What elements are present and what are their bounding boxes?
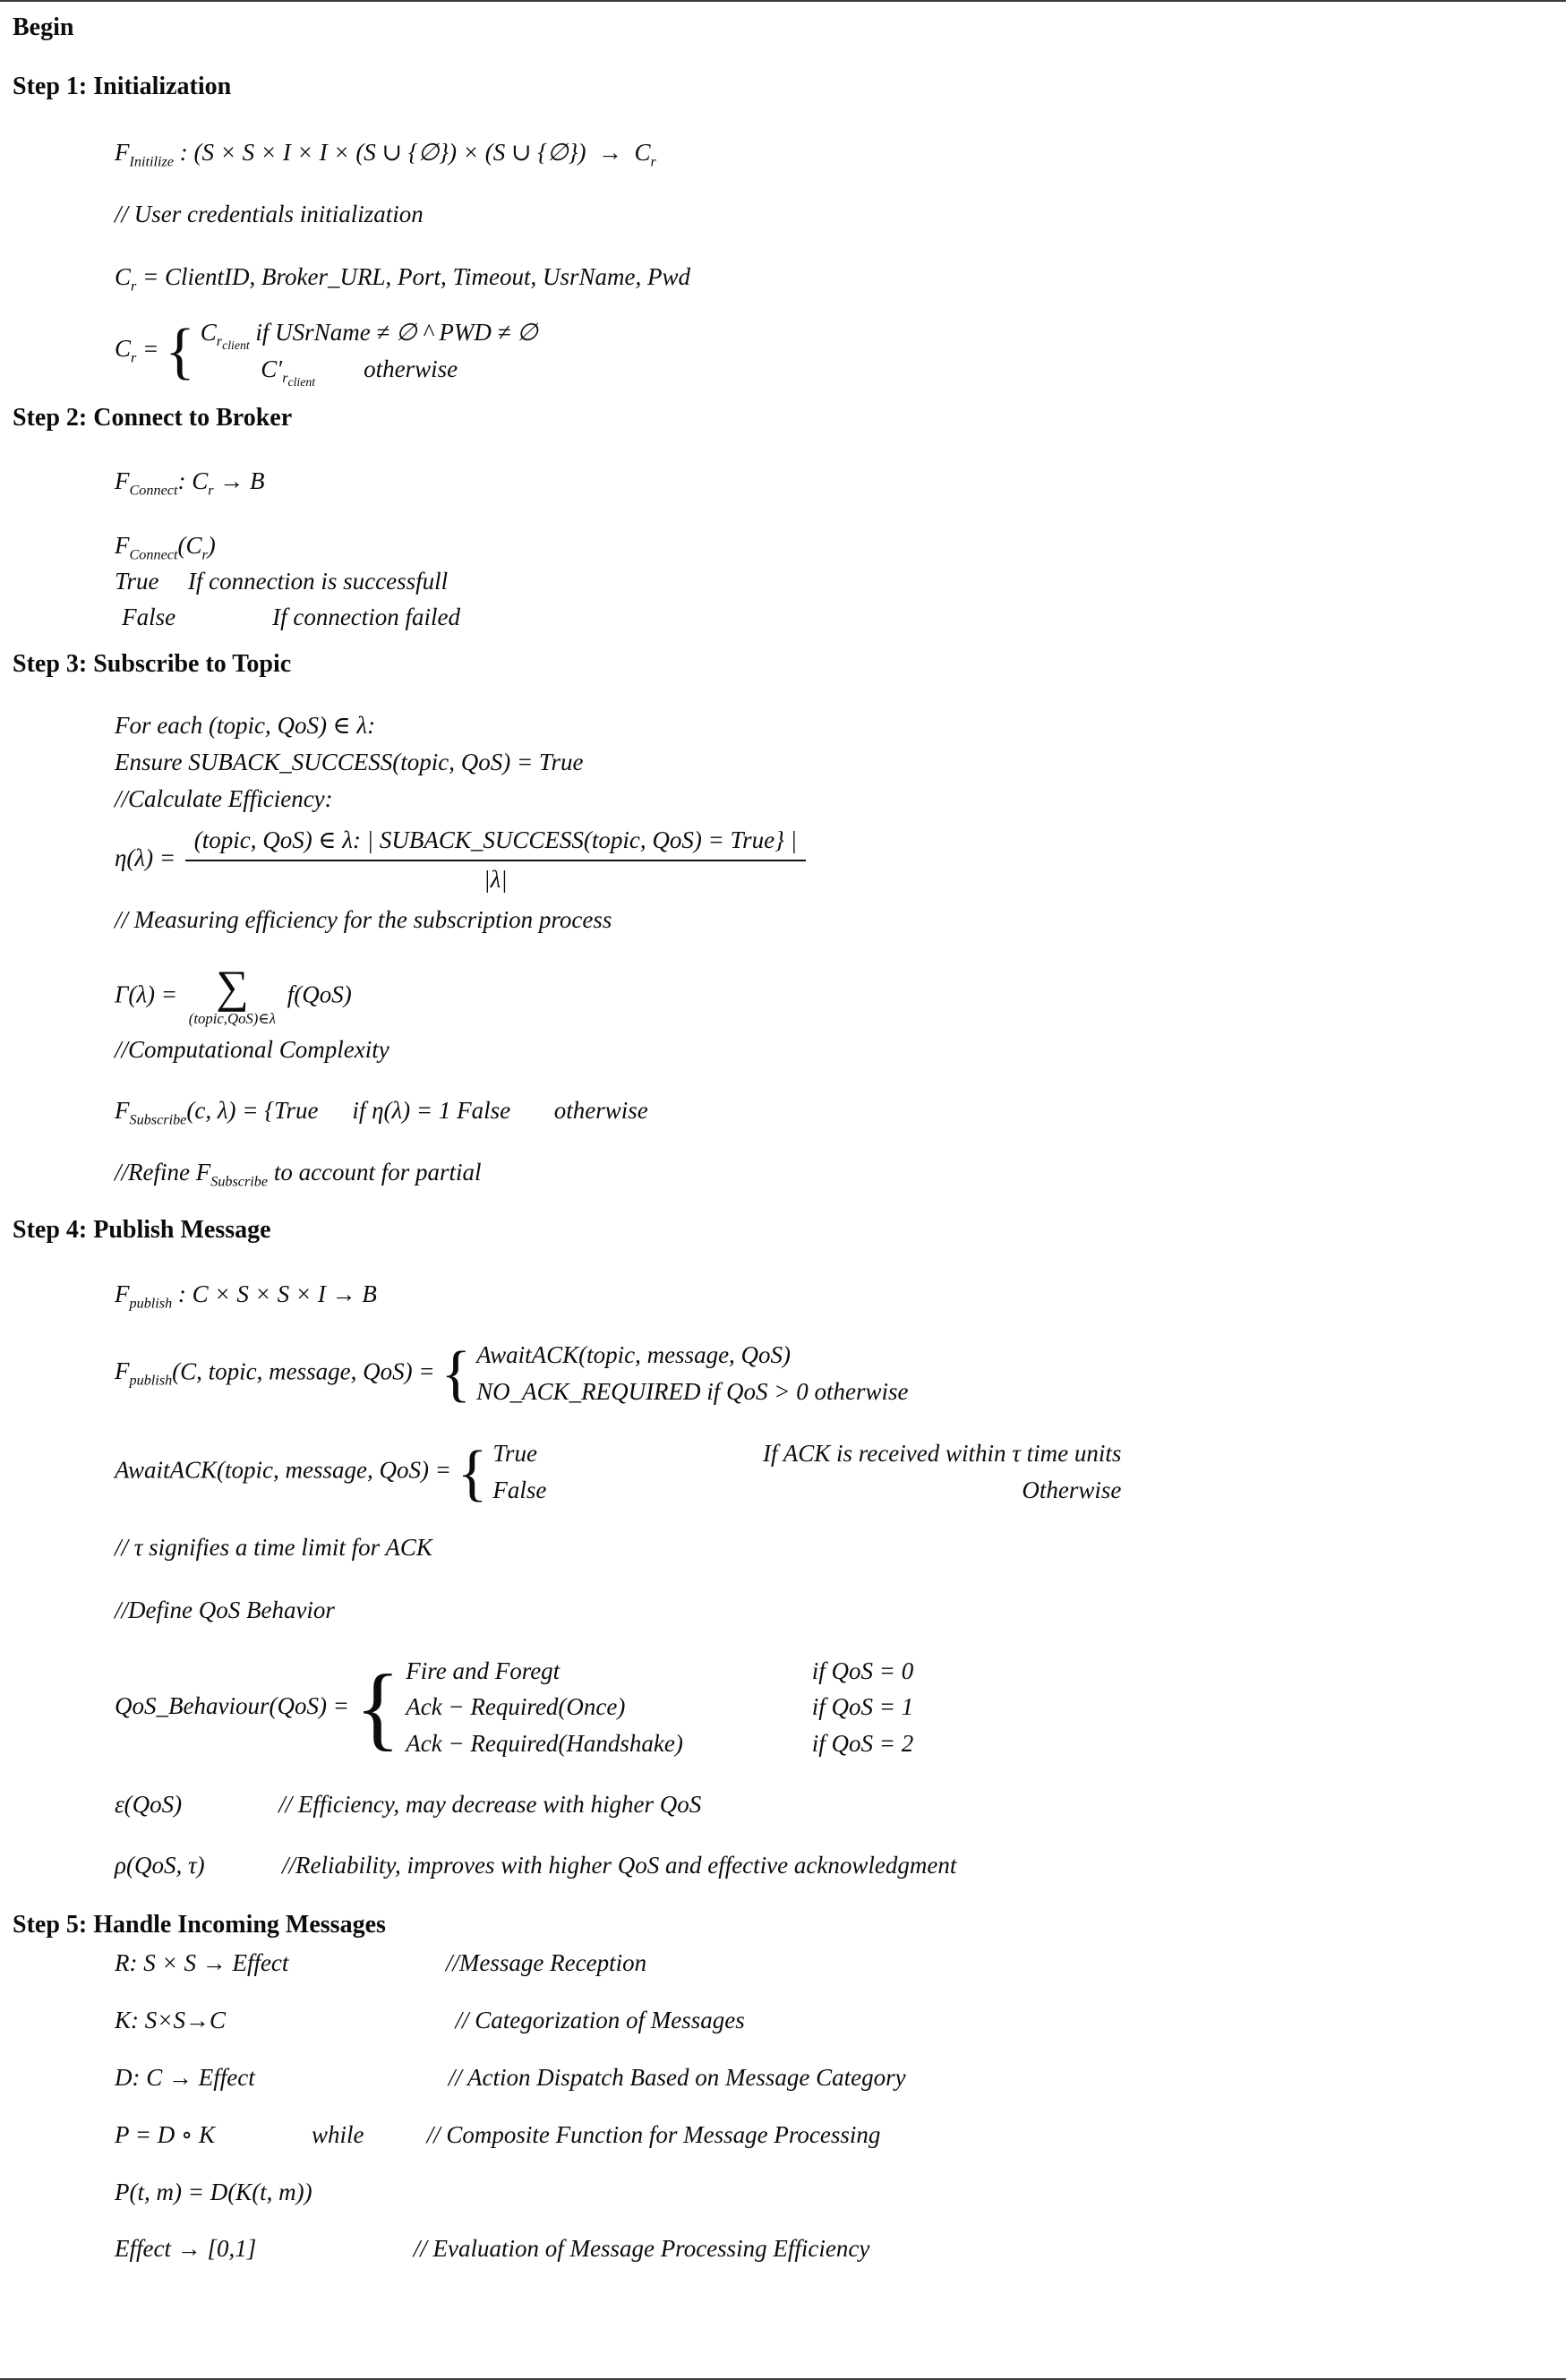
math-text: η(λ) =	[115, 843, 182, 871]
math-symbol-subscript: $C_r$	[115, 263, 137, 295]
math-text: True	[115, 567, 159, 595]
cases-row	[201, 353, 538, 390]
math-text: Ack − Required(Once)	[406, 1693, 626, 1721]
cases-cell	[492, 1474, 546, 1508]
formula-line	[115, 1339, 1539, 1409]
math-text: (c, λ) = {True	[186, 1096, 319, 1124]
formula-line	[115, 1033, 1539, 1067]
formula-line	[115, 1278, 1539, 1312]
math-text: //Message Reception	[445, 1949, 647, 1977]
step-heading: Step 1: Initialization	[13, 72, 232, 100]
math-text: // Categorization of Messages	[455, 2007, 745, 2034]
cases-row	[476, 1375, 908, 1409]
math-text: AwaitACK(topic, message, QoS) =	[115, 1456, 458, 1484]
math-text: :	[177, 467, 193, 495]
formula-line	[115, 709, 1539, 743]
math-text: to account for partial	[268, 1159, 482, 1186]
formula-line	[115, 2004, 1539, 2038]
cases-cell	[812, 1691, 913, 1725]
math-text: if QoS = 1	[811, 1693, 914, 1721]
left-brace: {	[165, 316, 195, 387]
formula-line	[115, 903, 1539, 937]
formula-line	[115, 1156, 1539, 1190]
math-text: Otherwise	[1022, 1477, 1122, 1504]
cases-row	[492, 1474, 1121, 1508]
math-text: //Reliability, improves with higher QoS and effective acknowledgment	[282, 1851, 957, 1879]
math-text: // Efficiency, may decrease with higher QoS	[278, 1791, 702, 1819]
math-symbol-subscript: $F_{Connect}$	[115, 467, 178, 499]
math-text: Effect → [0,1]	[115, 2235, 257, 2263]
math-text: (C, topic, message, QoS) =	[172, 1357, 441, 1385]
math-text: = ClientID, Broker_URL, Port, Timeout, UsrName, Pwd	[136, 263, 691, 291]
step-heading: Step 3: Subscribe to Topic	[13, 649, 292, 678]
math-text: (topic, QoS) ∈ λ: | SUBACK_SUCCESS(topic, QoS) = True} |	[193, 826, 798, 853]
math-text: ρ(QoS, τ)	[115, 1851, 205, 1879]
math-text: If connection is successfull	[187, 567, 449, 595]
formula-line	[115, 2232, 1539, 2266]
math-text: //Refine	[115, 1159, 196, 1186]
math-text: ε(QoS)	[115, 1791, 183, 1819]
cases-cell	[492, 1437, 537, 1471]
step-heading: Begin	[13, 13, 74, 41]
math-text: while	[311, 2120, 364, 2148]
algorithm-body	[11, 11, 1539, 2266]
math-text: )	[207, 532, 216, 560]
formula-line	[115, 783, 1539, 817]
math-text: //Define QoS Behavior	[115, 1596, 335, 1623]
formula-line	[115, 529, 1539, 563]
math-text: (	[177, 532, 186, 560]
math-text: True	[492, 1440, 537, 1468]
math-text: // Composite Function for Message Processing	[426, 2120, 881, 2148]
formula-line	[115, 198, 1539, 232]
formula-line	[115, 964, 1539, 1030]
step-heading: Step 4: Publish Message	[13, 1216, 271, 1245]
math-text: //Computational Complexity	[115, 1035, 389, 1063]
math-text: QoS_Behaviour(QoS) =	[115, 1691, 355, 1719]
formula-line	[115, 1655, 1539, 1761]
cases-expression	[355, 1655, 914, 1761]
math-text: f(QoS)	[281, 980, 352, 1008]
math-text: if η(λ) = 1 False	[352, 1096, 511, 1124]
cases-row	[492, 1437, 1121, 1471]
cases-row	[406, 1691, 913, 1725]
formula-line	[115, 465, 1539, 499]
math-symbol-subscript: $F_{publish}$	[115, 1280, 173, 1312]
math-text: For each (topic, QoS) ∈ λ:	[115, 712, 376, 740]
formula-line	[115, 1788, 1539, 1822]
cases-cell	[1022, 1474, 1121, 1508]
math-text: D: C → Effect	[115, 2064, 255, 2091]
summation-symbol: ∑ (topic,QoS)∈λ	[188, 962, 277, 1028]
math-text: Ack − Required(Handshake)	[406, 1730, 683, 1758]
math-symbol-subscript: $C_r$	[185, 532, 208, 563]
step-heading: Step 2: Connect to Broker	[13, 403, 293, 432]
cases-cell	[406, 1691, 625, 1725]
formula-line	[115, 565, 1539, 599]
math-text: False	[122, 603, 176, 630]
math-text: // User credentials initialization	[115, 201, 424, 228]
cases-expression	[458, 1437, 1122, 1508]
left-brace: {	[355, 1655, 401, 1760]
math-symbol-nested-subscript: $C'_{r_{client}}$	[261, 355, 316, 390]
cases-row	[406, 1727, 913, 1761]
math-text: : (S × S × I × I × (S ∪ {∅}) × (S ∪ {∅}) →	[173, 138, 635, 166]
formula-line	[115, 824, 1539, 897]
math-symbol-subscript: $F_{Connect}$	[115, 532, 178, 563]
formula-line	[115, 1849, 1539, 1883]
formula-line	[115, 1531, 1539, 1565]
cases-cell	[763, 1437, 1121, 1471]
cases-cell	[812, 1727, 913, 1761]
math-text: Ensure SUBACK_SUCCESS(topic, QoS) = True	[115, 749, 584, 776]
math-text: If ACK is received within τ time units	[763, 1440, 1122, 1468]
math-text: P = D ∘ K	[115, 2120, 215, 2148]
math-text: → B	[213, 467, 265, 495]
math-symbol-subscript: $F_{Initilize}$	[115, 138, 174, 169]
cases-row	[406, 1655, 913, 1689]
cases-expression	[165, 316, 538, 390]
math-text: NO_ACK_REQUIRED if QoS > 0 otherwise	[476, 1377, 909, 1405]
left-brace: {	[441, 1339, 472, 1409]
formula-line	[115, 746, 1539, 780]
math-text: K: S×S→C	[115, 2007, 226, 2034]
math-text: Γ(λ) =	[115, 980, 184, 1008]
formula-line	[115, 316, 1539, 390]
left-brace: {	[457, 1437, 488, 1508]
math-symbol-subscript: $C_r$	[192, 467, 214, 499]
formula-line	[115, 2176, 1539, 2210]
cases-cell	[406, 1655, 560, 1689]
formula-line	[115, 2119, 1539, 2153]
math-text: : C × S × S × I → B	[172, 1280, 377, 1308]
cases-row	[476, 1339, 908, 1373]
math-text: |λ|	[483, 865, 508, 893]
math-symbol-subscript: $C_r$	[115, 335, 137, 366]
math-text: otherwise	[364, 355, 458, 382]
math-text: P(t, m) = D(K(t, m))	[115, 2178, 312, 2205]
formula-line	[115, 261, 1539, 295]
step-heading: Step 5: Handle Incoming Messages	[13, 1910, 386, 1939]
math-text: if QoS = 2	[811, 1730, 914, 1758]
math-text: //Calculate Efficiency:	[115, 784, 333, 812]
cases-cell	[812, 1655, 913, 1689]
math-symbol-subscript: $F_{Subscribe}$	[195, 1159, 269, 1190]
math-text: // Measuring efficiency for the subscription process	[115, 906, 612, 934]
math-text: if QoS = 0	[811, 1657, 914, 1684]
math-symbol-nested-subscript: $C_{r_{client}}$	[200, 318, 250, 353]
math-text: AwaitACK(topic, message, QoS)	[476, 1340, 792, 1368]
math-symbol-subscript: $C_r$	[634, 138, 656, 169]
math-symbol-subscript: $F_{Subscribe}$	[115, 1096, 187, 1128]
math-text: otherwise	[553, 1096, 648, 1124]
formula-line	[115, 136, 1539, 170]
math-text: False	[492, 1477, 547, 1504]
math-text: R: S × S → Effect	[115, 1949, 289, 1977]
cases-cell	[406, 1727, 683, 1761]
math-symbol-subscript: $F_{publish}$	[115, 1357, 173, 1389]
formula-line	[115, 601, 1539, 635]
math-text: if USrName ≠ ∅ ^ PWD ≠ ∅	[249, 318, 538, 346]
cases-row	[200, 316, 538, 353]
math-text: // τ signifies a time limit for ACK	[115, 1534, 432, 1562]
fraction	[185, 824, 806, 897]
cases-expression	[441, 1339, 908, 1409]
math-text: =	[136, 335, 166, 363]
cases-cell	[200, 316, 538, 353]
formula-line	[115, 1094, 1539, 1128]
cases-cell	[476, 1339, 791, 1373]
math-text: If connection failed	[272, 603, 461, 630]
math-text: // Action Dispatch Based on Message Category	[448, 2064, 906, 2091]
math-text: Fire and Foregt	[406, 1657, 561, 1684]
cases-cell	[476, 1375, 908, 1409]
formula-line	[115, 1437, 1539, 1508]
formula-line	[115, 1594, 1539, 1628]
formula-line	[115, 1947, 1539, 1981]
math-text: // Evaluation of Message Processing Efficiency	[413, 2235, 870, 2263]
cases-cell	[201, 353, 458, 390]
formula-line	[115, 2061, 1539, 2095]
